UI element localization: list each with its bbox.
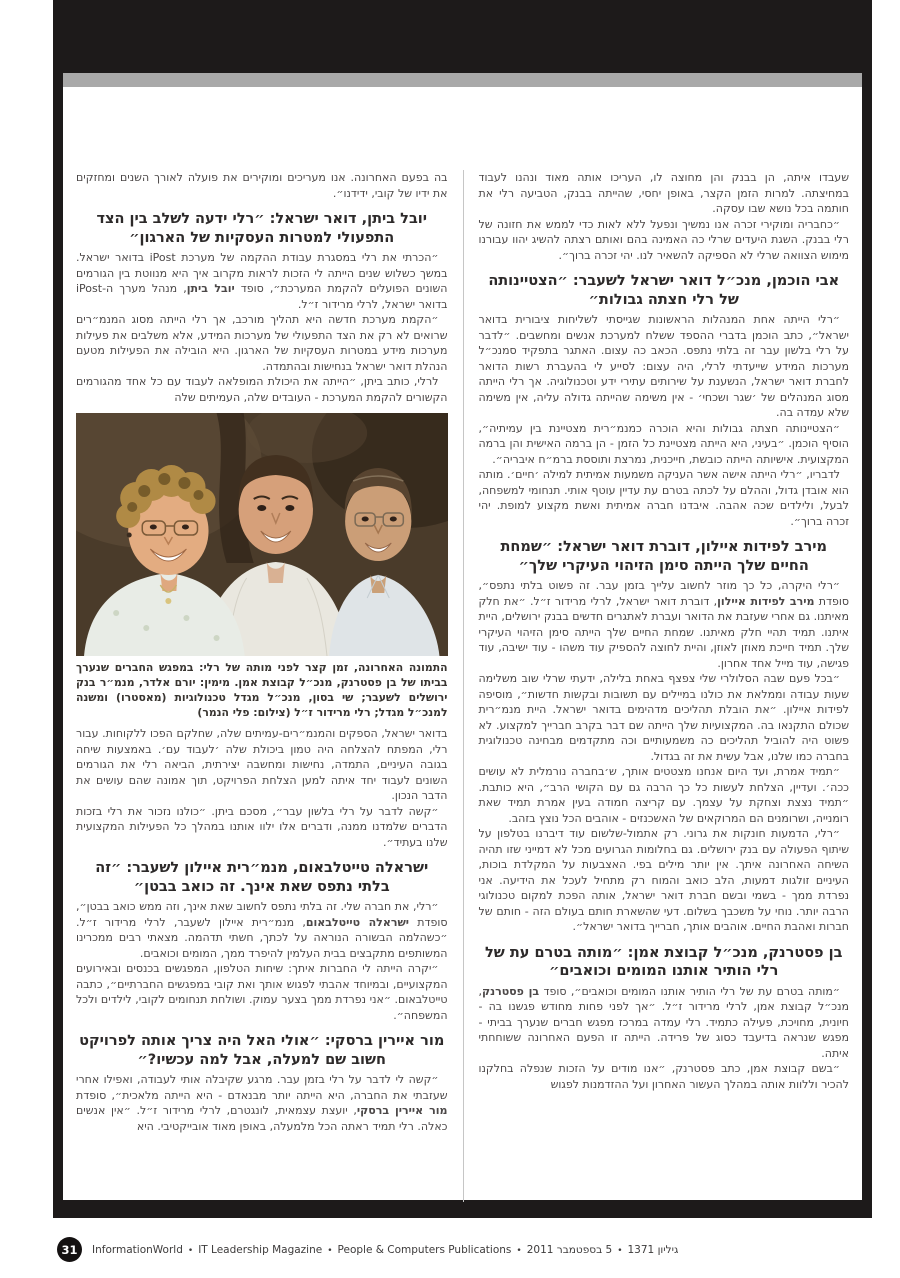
- left-column-top-blocks: [76, 170, 448, 405]
- footer-segment: IT Leadership Magazine: [198, 1244, 323, 1256]
- paragraph: לרלי, כותב ביתן, ״הייתה את היכולת המופלאה לעבוד עם כל אחד מהגורמים הקשורים להקמת המערכת - העובדים שלה, העמיתים שלה: [76, 375, 448, 404]
- footer-bullet: •: [327, 1246, 333, 1256]
- group-photo-illustration: [76, 413, 448, 656]
- article-content: [63, 87, 862, 1202]
- photo-caption: התמונה האחרונה, זמן קצר לפני מותה של רלי: במפגש החברים שנערך בביתו של בן פסטרנק, מנכ״ל קבוצת אמן. מימין: יורם אלדר, מנמ״ר בנק ירושלים לשעבר; שי בסון, מנכ״ל מגדל טכנולוגיות (מאסטרו) ומשנה למנכ״ל מגדל; רלי מרידור ז״ל (צילום: פלי הנמר): [76, 661, 448, 719]
- page-footer: [0, 1234, 900, 1268]
- paragraph: ״בשם קבוצת אמן, כתב פסטרנק, ״אנו מודים על הזכות שנפלה בחלקנו להכיר וללוות אותה במהלך העשור האחרון ועל ההזדמנות לפגוש: [478, 1062, 849, 1091]
- page-number-badge: 31: [57, 1237, 82, 1262]
- section-heading: יובל ביתן, דואר ישראל: ״רלי ידעה לשלב בין הצד התפעולי למטרות העסקיות של הארגון״: [96, 211, 428, 246]
- section-heading: מור איירין ברסקי: ״אולי האל היה צריך אותה לפרויקט חשוב שם למעלה, אבל למה עכשיו?״: [79, 1033, 445, 1068]
- paragraph: ״קשה לי לדבר על רלי בזמן עבר. מרגע שקיבלה אותי לעבודה, ואפילו אחרי שעזבתי את החברה, היא הייתה יותר מבנאדם - היא הייתה מלאכית״, סופדת מור איירין ברסקי, יועצת עצמאית, לונגטרם, לרלי מרידור ז״ל. ״אין אנשים כאלה. רלי תמיד ראתה הכל מלמעלה, באופן מאוד אובייקטיבי. היא: [76, 1073, 448, 1133]
- paragraph: ״מותה בטרם עת של רלי הותיר אותנו המומים וכואבים״, סופד בן פסטרנק, מנכ״ל קבוצת אמן, לרלי מרידור ז״ל. ״אך לפני פחות מחודש פגשנו בה - חיונית, מחויכת, פעילה כתמיד. רלי עמדה במרכז מפגש חברים שנערך בביתי - מפגש שנראה בדיעבד כסוג של פרידה. הייתה זו הפעם האחרונה ששוחחתי איתה.: [478, 984, 849, 1060]
- masthead-gray-rule: [63, 73, 862, 87]
- paragraph: ״הצטיינותה חצתה גבולות והיא הוכרה כמנמ״רית מצטיינת בין עמיתיה״, הוסיף הוכמן. ״בעיני, היא הייתה מצטיינת כל הזמן - הן ברמה האישית והן ברמה המקצועית. אישיותה הייתה כובשת, חייכנית, נמרצת ותוססת ברמ״ח איבריה״.: [478, 421, 849, 466]
- paragraph: ״כחבריה ומוקירי זכרה אנו נמשיך ונפעל ללא לאות כדי לממש את חזונה של רלי בבנק. השגת היעדים שרלי כה האמינה בהם ואותם רצתה להשיג יהוו עבורנו מימוש הצוואה שרלי לא הספיקה להשאיר לנו. יהי זכרה ברוך״.: [478, 217, 849, 262]
- paragraph: ״רלי הייתה אחת המנהלות הראשונות שגייסתי לשליחות ציבורית בדואר ישראל״, כתב הוכמן בדברי ההספד ששלח למערכת אנשים ומחשבים. ״לדבר על רלי בלשון עבר זה בלתי נתפס. הכאב כה עצום. האתגר בתפקיד סמנכ״ל מערכות המידע שייעדתי לרלי, היה עצום: לסייע לי בהעברת רשות הדואר לחברת דואר ישראל, הנשענת על שירותים עתירי ידע וטכנולוגיה. אך רלי הייתה מסוג המנהלים של ׳שגר ושכחי׳ - אין משימה שהייתה גדולה עליה, אין משימה שלא עמדה בה.: [478, 313, 849, 419]
- section-heading: אבי הוכמן, מנכ״ל דואר ישראל לשעבר: ״הצטיינותה של רלי חצתה גבולות״: [488, 273, 840, 308]
- paragraph: ״רלי היקרה, כל כך מוזר לחשוב עלייך בזמן עבר. זה פשוט בלתי נתפס״, סופדת מירב לפידות איילון, דוברת דואר ישראל, לרלי מרידור ז״ל. ״את חלק מאיתנו. גם אחרי שעזבת את הדואר ועברת לאתגרים חדשים בבנק ירושלים, היית איתנו. תמיד תהיי חלק מאיתנו. שמחת החיים שלך הייתה סימן הזיהוי העיקרי שלך. תמיד חייכת מאוזן לאוזן, והיית לחוצה להספיק עוד משהו - עוד ישיבה, עוד פגישה, עוד מייל אחד אחרון.: [478, 579, 849, 670]
- article-columns: [76, 170, 849, 1202]
- left-column: [76, 170, 463, 1202]
- right-column-blocks: [479, 170, 850, 1092]
- footer-date: 5 בספטמבר 2011: [526, 1244, 613, 1256]
- section-heading: ישראלה טייטלבאום, מנמ״רית איילון לשעבר: ״זה בלתי נתפס שאת אינך. זה כואב בבטן״: [95, 860, 429, 895]
- paragraph: בדואר ישראל, הספקים והמנמ״רים-עמיתים שלה, שחלקם הפכו ללקוחות. עבור רלי, המפתח להצלחה היה טמון ביכולת שלה ׳לעבוד עם׳. באמצעות שיחה בגובה העיניים, התמדה, נחישות ומחשבה יצירתית, הביאה רלי את הגורמים השונים לעבוד יחד איתה למען הצלחת הפרויקט, תוך אמונה שהם עושים את הדבר הנכון.: [76, 727, 448, 802]
- footer-segment: InformationWorld: [92, 1244, 183, 1256]
- footer-bullet: •: [617, 1246, 623, 1256]
- right-column: [463, 170, 850, 1202]
- section-heading: מירב לפידות איילון, דוברת דואר ישראל: ״שמחת החיים שלך הייתה סימן הזיהוי העיקרי שלך״: [500, 539, 827, 574]
- memorial-photo-figure: [76, 413, 448, 720]
- footer-bullet: •: [187, 1246, 194, 1256]
- paragraph: ״בכל פעם שבה הסלולרי שלי צפצף באחת בלילה, ידעתי שרלי שוב משלימה שעות עבודה וממלאת את כולנו במיילים עם תשובות ובקשות חדשות״, מוסיפה לפידות איילון. ״את הובלת תהליכים מדהימים בדואר ישראל. היית מנמ״רית שכולם התקנאו בה. המקצועיות שלך הייתה שם דבר בקרב חברייך למקצוע. לא פשוט היה להוביל תהליכים כה משמעותיים וכה מתקדמים מבחינה טכנולוגית בחברה כמו שלנו, אבל עשית את זה בגדול.: [478, 672, 849, 763]
- left-column-bottom-blocks: [76, 726, 448, 1134]
- section-heading: בן פסטרנק, מנכ״ל קבוצת אמן: ״מותה בטרם עת של רלי הותיר אותנו המומים וכואבים״: [485, 944, 843, 979]
- paragraph: לדבריו, ״רלי הייתה אישה אשר העניקה משמעות אמיתית למילה ׳חיים׳. מותה הוא אובדן גדול, וההלם על לכתה בטרם עת עדיין עוטף אותי. תנחומי למשפחה, לבעל, ולילדים שכה אהבה. איבדנו חברה אמיתית ואשת מקצוע למופת. יהי זכרה ברוך״.: [478, 468, 849, 528]
- paragraph: ״תמיד אמרת, ועד היום אנחנו מצטטים אותך, ש׳בחברה נורמלית לא עושים ככה׳. ועדיין, הצלחת לעשות כל כך הרבה גם עם הקושי הרב״, היא כותבת. ״תמיד נצצת וצחקת על עצמך. עם קריצה חמודה בעין אמרת תמיד שאת רומנייה, ושרומנים הם המרוקאים של האשכנזים - אוהבים הכל נוצץ בזהב.: [478, 765, 849, 825]
- paragraph: ״רלי, את חברה שלי. זה בלתי נתפס לחשוב שאת אינך, וזה ממש כואב בבטן״, סופדת ישראלה טייטלבאום, מנמ״רית איילון לשעבר, לרלי מרידור ז״ל. ״כשהלמה הבשורה הנוראה על לכתך, חשתי תדהמה. מצאתי רבים ממכרינו המשותפים מתקבצים בבית העלמין להיפרד ממך, המומים וכואבים.: [76, 900, 448, 960]
- footer-bullet: •: [516, 1246, 522, 1256]
- page-frame: [53, 0, 872, 1218]
- masthead-black-banner: [63, 0, 862, 73]
- footer-issue-number: גיליון 1371: [627, 1244, 679, 1256]
- footer-segment: People & Computers Publications: [337, 1244, 512, 1256]
- paragraph: ״הקמת מערכת חדשה היא תהליך מורכב, אך רלי הייתה מסוג המנמ״רים שרואים לא רק את הצד התפעולי של מערכות המידע, אלא משלבים את פעילות מערכות מידע במטרות העסקיות של הארגון. היא הובילה את הפעילות מטעם הנהלת דואר ישראל בנחישות ובהתמדה.: [76, 313, 448, 373]
- paragraph: ״הכרתי את רלי במסגרת עבודת ההקמה של מערכת iPost בדואר ישראל. במשך כשלוש שנים הייתה לי הזכות לראות מקרוב איך היא מנווטת בין הגורמים השונים הפועלים להקמת המערכת״, סופד יובל ביתן, מנהל מערך ה-iPost בדואר ישראל, לרלי מרידור ז״ל.: [76, 251, 448, 311]
- paragraph: ״קשה לדבר על רלי בלשון עבר״, מסכם ביתן. ״כולנו נזכור את רלי בזכות הדברים שלמדנו ממנה, ודברים אלו ילוו אותנו במהלך כל הפעילות המקצועית שלנו בעתיד״.: [76, 804, 448, 849]
- paragraph: בה בפעם האחרונה. אנו מעריכים ומוקירים את פועלה לאורך השנים ומחזקים את ידיו של קובי, ידידנו״.: [76, 171, 448, 200]
- footer-publication-line: [92, 1244, 678, 1256]
- paragraph: ״יקרה הייתה לי החברות איתך: שיחות הטלפון, המפגשים בכנסים ובאירועים המקצועיים, ובמיוחד אהבתי לפגוש אותך ואת קובי במפגשים החברתיים״, כתבה טייטלבאום. ״אני נפרדת ממך בצער עמוק. ושולחת תנחומים לקובי, לילדים ולכל המשפחה״.: [76, 962, 448, 1022]
- paragraph: שעבדו איתה, הן בבנק והן מחוצה לו, העריכו אותה מאוד ונהנו לעבוד במחיצתה. למרות הזמן הקצר, באופן יחסי, שהייתה בבנק, הטביעה רלי את חותמה בכל נושא שבו עסקה.: [478, 171, 849, 215]
- paragraph: ״רלי, הדמעות חונקות את גרוני. רק אתמול-שלשום עוד דיברנו בטלפון על שיתוף הפעולה עם בנק ירושלים. גם בחלומות הגרועים מכל לא דמייני שזו תהיה השיחה האחרונה איתך. אין יותר מילים בפי. האצבעות על המקלדת בוכות, העיניים זולגות דמעות, הלב כואב והמוח רק מתחיל לעכל את הידיעה. אני נפרדת ממך - בשמי ובשם חברת דואר ישראל, אותה הפכת למקום טכנולוגי הרבה יותר. נוחי על משכבך בשלום. דעי שהשארת חותם בעולם הזה - חותם של חברות ואהבת החיים. אוהבים אותך, חברייך בדואר ישראל״.: [478, 827, 849, 933]
- group-photo: [76, 413, 448, 656]
